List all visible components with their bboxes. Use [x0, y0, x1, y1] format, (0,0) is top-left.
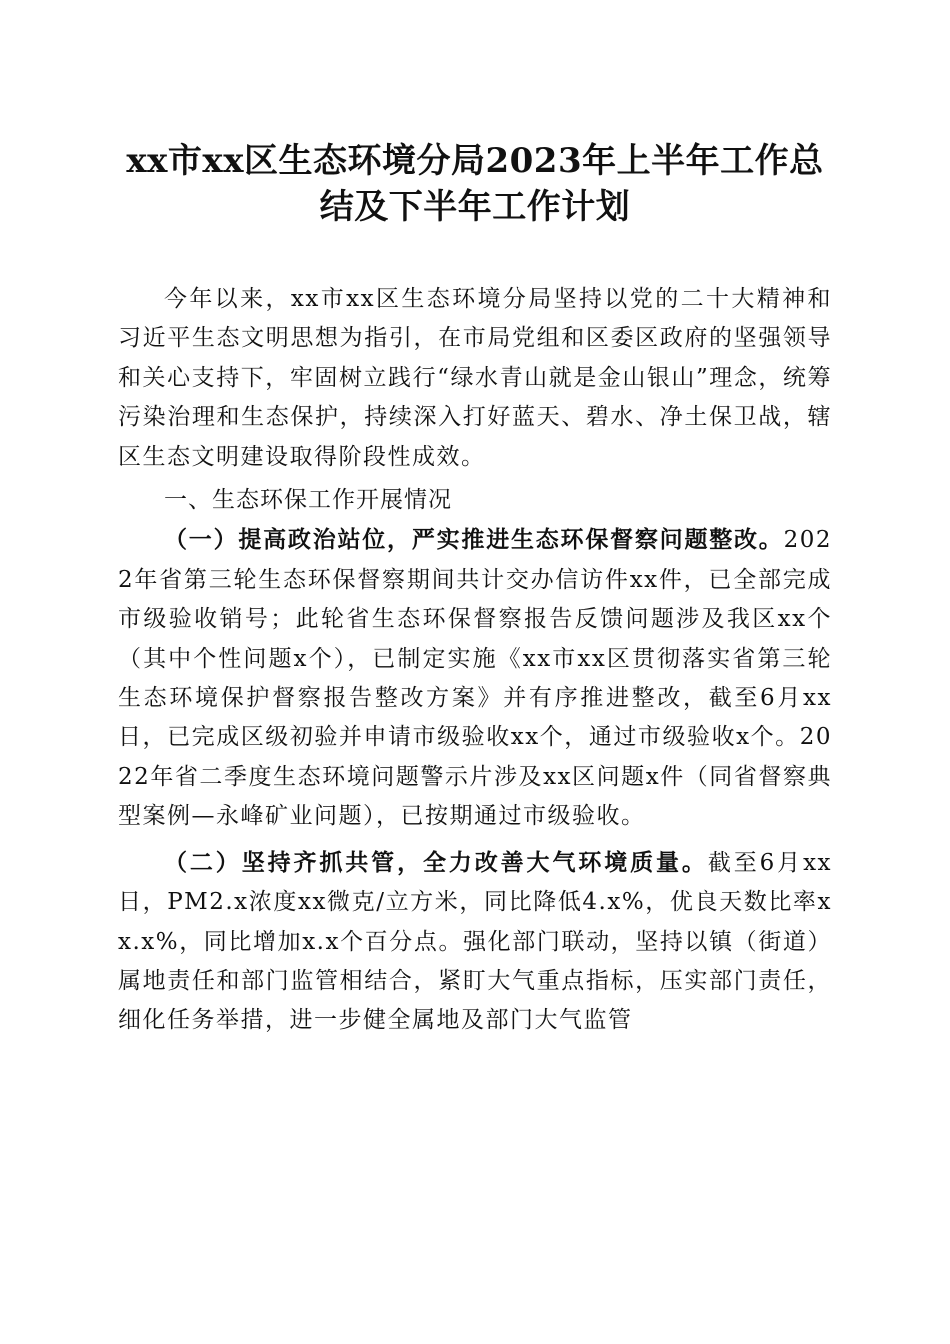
document-body — [118, 280, 832, 1041]
section-heading-1: 一、生态环保工作开展情况 — [164, 487, 452, 514]
subsection-1-body: 2022年省第三轮生态环保督察期间共计交办信访件xx件，已全部完成市级验收销号；此轮省生态环保督察报告反馈问题涉及我区xx个（其中个性问题x个），已制定实施《xx市xx区贯彻落实省第三轮生态环境保护督察报告整改方案》并有序推进整改，截至6月xx日，已完成区级初验并申请市级验收xx个，通过市级验收x个。2022年省二季度生态环境问题警示片涉及xx区问题x件（同省督察典型案例—永峰矿业问题），已按期通过市级验收。 — [118, 527, 832, 830]
subsection-2-paragraph — [118, 843, 832, 1041]
subsection-1-paragraph — [118, 520, 832, 836]
document-title — [90, 138, 860, 230]
subsection-1-heading: （一）提高政治站位，严实推进生态环保督察问题整改。 — [164, 526, 784, 554]
subsection-2-body: 截至6月xx日，PM2.x浓度xx微克/立方米，同比降低4.x%，优良天数比率xx.x%，同比增加x.x个百分点。强化部门联动，坚持以镇（街道）属地责任和部门监管相结合，紧盯大气重点指标，压实部门责任，细化任务举措，进一步健全属地及部门大气监管 — [118, 849, 833, 1034]
subsection-2-heading: （二）坚持齐抓共管，全力改善大气环境质量。 — [164, 848, 708, 876]
title-line-2: 结及下半年工作计划 — [319, 187, 631, 227]
intro-paragraph: 今年以来，xx市xx区生态环境分局坚持以党的二十大精神和习近平生态文明思想为指引，在市局党组和区委区政府的坚强领导和关心支持下，牢固树立践行“绿水青山就是金山银山”理念，统筹污染治理和生态保护，持续深入打好蓝天、碧水、净土保卫战，辖区生态文明建设取得阶段性成效。 — [118, 286, 832, 470]
title-line-1: xx市xx区生态环境分局2023年上半年工作总 — [126, 141, 824, 181]
